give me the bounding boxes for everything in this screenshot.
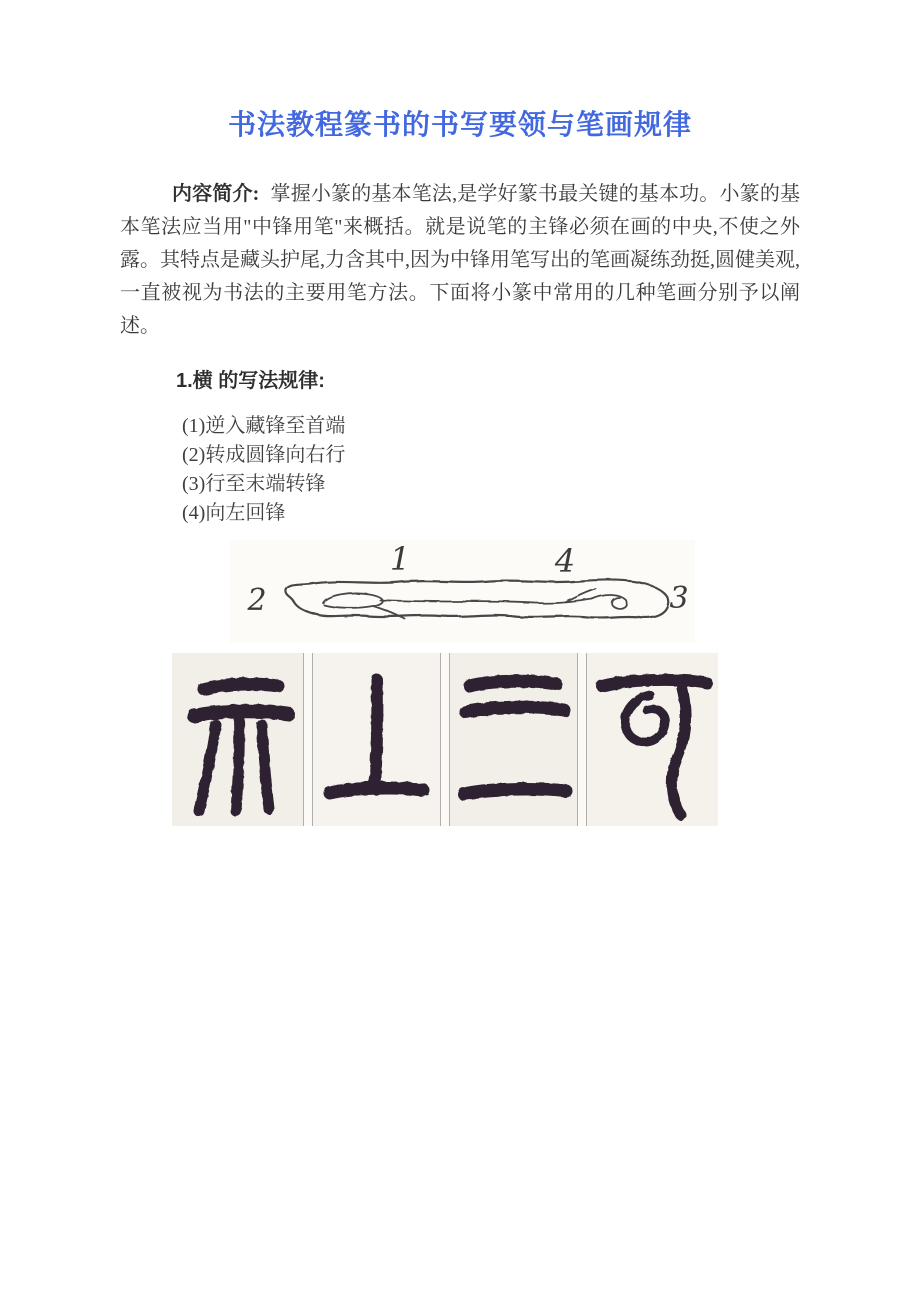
diagram-label-3: 3 <box>669 581 689 616</box>
step-item-4: (4)向左回锋 <box>182 502 286 524</box>
stroke-diagram-image <box>230 540 695 643</box>
diagram-paper <box>230 540 695 643</box>
intro-paragraph <box>120 178 800 343</box>
intro-label: 内容简介: <box>172 183 260 205</box>
seal-script-examples-figure <box>172 653 718 826</box>
step-item-3: (3)行至末端转锋 <box>182 473 326 495</box>
diagram-label-4: 4 <box>554 542 576 580</box>
cell-gap-1 <box>303 653 313 826</box>
page-title: 书法教程篆书的书写要领与笔画规律 <box>227 110 692 141</box>
step-list <box>182 412 800 528</box>
seal-script-examples-image <box>172 653 718 826</box>
step-item-2: (2)转成圆锋向右行 <box>182 444 346 466</box>
diagram-label-1: 1 <box>389 540 411 578</box>
diagram-label-2: 2 <box>247 583 267 618</box>
intro-text: 掌握小篆的基本笔法,是学好篆书最关键的基本功。小篆的基本笔法应当用"中锋用笔"来概括。就是说笔的主锋必须在画的中央,不使之外露。其特点是藏头护尾,力含其中,因为中锋用笔写出的笔画凝练劲挺,圆健美观,一直被视为书法的主要用笔方法。下面将小篆中常用的几种笔画分别予以阐述。 <box>120 183 800 337</box>
cell-gap-3 <box>577 653 587 826</box>
stroke-diagram-figure <box>230 540 695 643</box>
section-heading: 1.横 的写法规律: <box>176 370 325 392</box>
cell-gap-2 <box>440 653 450 826</box>
step-item-1: (1)逆入藏锋至首端 <box>182 415 346 437</box>
